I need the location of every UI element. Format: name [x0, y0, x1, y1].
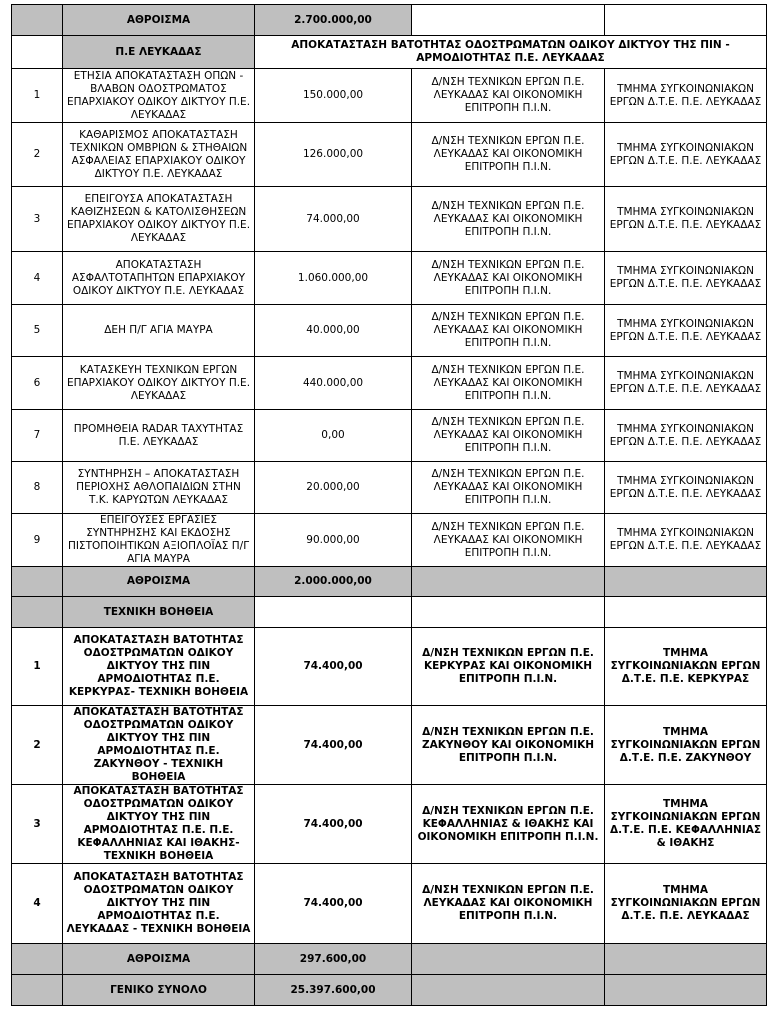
row-amount: 74.400,00 — [255, 628, 412, 706]
row-department: ΤΜΗΜΑ ΣΥΓΚΟΙΝΩΝΙΑΚΩΝ ΕΡΓΩΝ Δ.Τ.Ε. Π.Ε. ΛΕΥΚΑΔΑΣ — [605, 462, 767, 514]
row-authority: Δ/ΝΣΗ ΤΕΧΝΙΚΩΝ ΕΡΓΩΝ Π.Ε. ΚΕΡΚΥΡΑΣ ΚΑΙ ΟΙΚΟΝΟΜΙΚΗ ΕΠΙΤΡΟΠΗ Π.Ι.Ν. — [412, 628, 605, 706]
section2-sum-row — [12, 944, 767, 975]
top-sum-row — [12, 5, 767, 36]
grand-total-row — [12, 975, 767, 1006]
row-department: ΤΜΗΜΑ ΣΥΓΚΟΙΝΩΝΙΑΚΩΝ ΕΡΓΩΝ Δ.Τ.Ε. Π.Ε. ΛΕΥΚΑΔΑΣ — [605, 357, 767, 410]
row-description: ΑΠΟΚΑΤΑΣΤΑΣΗ ΑΣΦΑΛΤΟΤΑΠΗΤΩΝ ΕΠΑΡΧΙΑΚΟΥ ΟΔΙΚΟΥ ΔΙΚΤΥΟΥ Π.Ε. ΛΕΥΚΑΔΑΣ — [63, 252, 255, 305]
row-amount: 74.400,00 — [255, 785, 412, 864]
row-number: 2 — [12, 123, 63, 187]
row-department: ΤΜΗΜΑ ΣΥΓΚΟΙΝΩΝΙΑΚΩΝ ΕΡΓΩΝ Δ.Τ.Ε. Π.Ε. ΚΕΦΑΛΛΗΝΙΑΣ & ΙΘΑΚΗΣ — [605, 785, 767, 864]
sum-label: ΑΘΡΟΙΣΜΑ — [63, 567, 255, 597]
row-description: ΑΠΟΚΑΤΑΣΤΑΣΗ ΒΑΤΟΤΗΤΑΣ ΟΔΟΣΤΡΩΜΑΤΩΝ ΟΔΙΚΟΥ ΔΙΚΤΥΟΥ ΤΗΣ ΠΙΝ ΑΡΜΟΔΙΟΤΗΤΑΣ Π.Ε. ΛΕΥΚΑΔΑΣ - ΤΕΧΝΙΚΗ ΒΟΗΘΕΙΑ — [63, 864, 255, 944]
row-description: ΕΠΕΙΓΟΥΣΑ ΑΠΟΚΑΤΑΣΤΑΣΗ ΚΑΘΙΖΗΣΕΩΝ & ΚΑΤΟΛΙΣΘΗΣΕΩΝ ΕΠΑΡΧΙΑΚΟΥ ΟΔΙΚΟΥ ΔΙΚΤΥΟΥ Π.Ε. ΛΕΥΚΑΔΑΣ — [63, 187, 255, 252]
row-authority: Δ/ΝΣΗ ΤΕΧΝΙΚΩΝ ΕΡΓΩΝ Π.Ε. ΖΑΚΥΝΘΟΥ ΚΑΙ ΟΙΚΟΝΟΜΙΚΗ ΕΠΙΤΡΟΠΗ Π.Ι.Ν. — [412, 706, 605, 785]
row-department: ΤΜΗΜΑ ΣΥΓΚΟΙΝΩΝΙΑΚΩΝ ΕΡΓΩΝ Δ.Τ.Ε. Π.Ε. ΛΕΥΚΑΔΑΣ — [605, 410, 767, 462]
table-row — [12, 785, 767, 864]
budget-table — [11, 4, 767, 1006]
sum-label: ΑΘΡΟΙΣΜΑ — [63, 944, 255, 975]
row-authority: Δ/ΝΣΗ ΤΕΧΝΙΚΩΝ ΕΡΓΩΝ Π.Ε. ΛΕΥΚΑΔΑΣ ΚΑΙ ΟΙΚΟΝΟΜΙΚΗ ΕΠΙΤΡΟΠΗ Π.Ι.Ν. — [412, 514, 605, 567]
table-row — [12, 357, 767, 410]
row-number: 4 — [12, 252, 63, 305]
table-row — [12, 462, 767, 514]
section2-unit: ΤΕΧΝΙΚΗ ΒΟΗΘΕΙΑ — [63, 597, 255, 628]
table-row — [12, 187, 767, 252]
table-row — [12, 69, 767, 123]
row-number: 8 — [12, 462, 63, 514]
table-row — [12, 305, 767, 357]
section1-title: ΑΠΟΚΑΤΑΣΤΑΣΗ ΒΑΤΟΤΗΤΑΣ ΟΔΟΣΤΡΩΜΑΤΩΝ ΟΔΙΚΟΥ ΔΙΚΤΥΟΥ ΤΗΣ ΠΙΝ - ΑΡΜΟΔΙΟΤΗΤΑΣ Π.Ε. ΛΕΥΚΑΔΑΣ — [255, 36, 767, 69]
row-amount: 1.060.000,00 — [255, 252, 412, 305]
row-number: 1 — [12, 69, 63, 123]
row-number: 1 — [12, 628, 63, 706]
row-number: 4 — [12, 864, 63, 944]
row-authority: Δ/ΝΣΗ ΤΕΧΝΙΚΩΝ ΕΡΓΩΝ Π.Ε. ΛΕΥΚΑΔΑΣ ΚΑΙ ΟΙΚΟΝΟΜΙΚΗ ΕΠΙΤΡΟΠΗ Π.Ι.Ν. — [412, 357, 605, 410]
row-description: ΠΡΟΜΗΘΕΙΑ RADAR ΤΑΧΥΤΗΤΑΣ Π.Ε. ΛΕΥΚΑΔΑΣ — [63, 410, 255, 462]
row-number: 9 — [12, 514, 63, 567]
row-department: ΤΜΗΜΑ ΣΥΓΚΟΙΝΩΝΙΑΚΩΝ ΕΡΓΩΝ Δ.Τ.Ε. Π.Ε. ΖΑΚΥΝΘΟΥ — [605, 706, 767, 785]
row-amount: 74.400,00 — [255, 864, 412, 944]
row-description: ΚΑΘΑΡΙΣΜΟΣ ΑΠΟΚΑΤΑΣΤΑΣΗ ΤΕΧΝΙΚΩΝ ΟΜΒΡΙΩΝ & ΣΤΗΘΑΙΩΝ ΑΣΦΑΛΕΙΑΣ ΕΠΑΡΧΙΑΚΟΥ ΟΔΙΚΟΥ ΔΙΚΤΥΟΥ Π.Ε. ΛΕΥΚΑΔΑΣ — [63, 123, 255, 187]
section1-sum-row — [12, 567, 767, 597]
row-department: ΤΜΗΜΑ ΣΥΓΚΟΙΝΩΝΙΑΚΩΝ ΕΡΓΩΝ Δ.Τ.Ε. Π.Ε. ΛΕΥΚΑΔΑΣ — [605, 864, 767, 944]
row-number: 5 — [12, 305, 63, 357]
row-amount: 440.000,00 — [255, 357, 412, 410]
row-department: ΤΜΗΜΑ ΣΥΓΚΟΙΝΩΝΙΑΚΩΝ ΕΡΓΩΝ Δ.Τ.Ε. Π.Ε. ΚΕΡΚΥΡΑΣ — [605, 628, 767, 706]
top-sum-value: 2.700.000,00 — [255, 5, 412, 36]
row-authority: Δ/ΝΣΗ ΤΕΧΝΙΚΩΝ ΕΡΓΩΝ Π.Ε. ΛΕΥΚΑΔΑΣ ΚΑΙ ΟΙΚΟΝΟΜΙΚΗ ΕΠΙΤΡΟΠΗ Π.Ι.Ν. — [412, 123, 605, 187]
row-number: 6 — [12, 357, 63, 410]
row-department: ΤΜΗΜΑ ΣΥΓΚΟΙΝΩΝΙΑΚΩΝ ΕΡΓΩΝ Δ.Τ.Ε. Π.Ε. ΛΕΥΚΑΔΑΣ — [605, 252, 767, 305]
row-number: 3 — [12, 187, 63, 252]
row-department: ΤΜΗΜΑ ΣΥΓΚΟΙΝΩΝΙΑΚΩΝ ΕΡΓΩΝ Δ.Τ.Ε. Π.Ε. ΛΕΥΚΑΔΑΣ — [605, 187, 767, 252]
row-amount: 74.400,00 — [255, 706, 412, 785]
section1-unit: Π.Ε ΛΕΥΚΑΔΑΣ — [63, 36, 255, 69]
table-row — [12, 706, 767, 785]
sum-label: ΓΕΝΙΚΟ ΣΥΝΟΛΟ — [63, 975, 255, 1006]
row-department: ΤΜΗΜΑ ΣΥΓΚΟΙΝΩΝΙΑΚΩΝ ΕΡΓΩΝ Δ.Τ.Ε. Π.Ε. ΛΕΥΚΑΔΑΣ — [605, 305, 767, 357]
row-description: ΑΠΟΚΑΤΑΣΤΑΣΗ ΒΑΤΟΤΗΤΑΣ ΟΔΟΣΤΡΩΜΑΤΩΝ ΟΔΙΚΟΥ ΔΙΚΤΥΟΥ ΤΗΣ ΠΙΝ ΑΡΜΟΔΙΟΤΗΤΑΣ Π.Ε. Π.Ε. ΚΕΦΑΛΛΗΝΙΑΣ ΚΑΙ ΙΘΑΚΗΣ- ΤΕΧΝΙΚΗ ΒΟΗΘΕΙΑ — [63, 785, 255, 864]
row-authority: Δ/ΝΣΗ ΤΕΧΝΙΚΩΝ ΕΡΓΩΝ Π.Ε. ΛΕΥΚΑΔΑΣ ΚΑΙ ΟΙΚΟΝΟΜΙΚΗ ΕΠΙΤΡΟΠΗ Π.Ι.Ν. — [412, 252, 605, 305]
row-amount: 126.000,00 — [255, 123, 412, 187]
top-sum-label: ΑΘΡΟΙΣΜΑ — [63, 5, 255, 36]
table-row — [12, 864, 767, 944]
row-department: ΤΜΗΜΑ ΣΥΓΚΟΙΝΩΝΙΑΚΩΝ ΕΡΓΩΝ Δ.Τ.Ε. Π.Ε. ΛΕΥΚΑΔΑΣ — [605, 514, 767, 567]
row-description: ΣΥΝΤΗΡΗΣΗ – ΑΠΟΚΑΤΑΣΤΑΣΗ ΠΕΡΙΟΧΗΣ ΑΘΛΟΠΑΙΔΙΩΝ ΣΤΗΝ Τ.Κ. ΚΑΡΥΩΤΩΝ ΛΕΥΚΑΔΑΣ — [63, 462, 255, 514]
row-authority: Δ/ΝΣΗ ΤΕΧΝΙΚΩΝ ΕΡΓΩΝ Π.Ε. ΛΕΥΚΑΔΑΣ ΚΑΙ ΟΙΚΟΝΟΜΙΚΗ ΕΠΙΤΡΟΠΗ Π.Ι.Ν. — [412, 305, 605, 357]
table-row — [12, 252, 767, 305]
row-department: ΤΜΗΜΑ ΣΥΓΚΟΙΝΩΝΙΑΚΩΝ ΕΡΓΩΝ Δ.Τ.Ε. Π.Ε. ΛΕΥΚΑΔΑΣ — [605, 69, 767, 123]
row-description: ΑΠΟΚΑΤΑΣΤΑΣΗ ΒΑΤΟΤΗΤΑΣ ΟΔΟΣΤΡΩΜΑΤΩΝ ΟΔΙΚΟΥ ΔΙΚΤΥΟΥ ΤΗΣ ΠΙΝ ΑΡΜΟΔΙΟΤΗΤΑΣ Π.Ε. ΖΑΚΥΝΘΟΥ - ΤΕΧΝΙΚΗ ΒΟΗΘΕΙΑ — [63, 706, 255, 785]
row-authority: Δ/ΝΣΗ ΤΕΧΝΙΚΩΝ ΕΡΓΩΝ Π.Ε. ΛΕΥΚΑΔΑΣ ΚΑΙ ΟΙΚΟΝΟΜΙΚΗ ΕΠΙΤΡΟΠΗ Π.Ι.Ν. — [412, 410, 605, 462]
row-number: 7 — [12, 410, 63, 462]
row-amount: 150.000,00 — [255, 69, 412, 123]
row-description: ΑΠΟΚΑΤΑΣΤΑΣΗ ΒΑΤΟΤΗΤΑΣ ΟΔΟΣΤΡΩΜΑΤΩΝ ΟΔΙΚΟΥ ΔΙΚΤΥΟΥ ΤΗΣ ΠΙΝ ΑΡΜΟΔΙΟΤΗΤΑΣ Π.Ε. ΚΕΡΚΥΡΑΣ- ΤΕΧΝΙΚΗ ΒΟΗΘΕΙΑ — [63, 628, 255, 706]
sum-value: 25.397.600,00 — [255, 975, 412, 1006]
row-description: ΕΠΕΙΓΟΥΣΕΣ ΕΡΓΑΣΙΕΣ ΣΥΝΤΗΡΗΣΗΣ ΚΑΙ ΕΚΔΟΣΗΣ ΠΙΣΤΟΠΟΙΗΤΙΚΩΝ ΑΞΙΟΠΛΟΪΑΣ Π/Γ ΑΓΙΑ ΜΑΥΡΑ — [63, 514, 255, 567]
table-row — [12, 410, 767, 462]
row-number: 3 — [12, 785, 63, 864]
row-amount: 20.000,00 — [255, 462, 412, 514]
row-amount: 90.000,00 — [255, 514, 412, 567]
table-row — [12, 628, 767, 706]
table-row — [12, 514, 767, 567]
row-number: 2 — [12, 706, 63, 785]
row-authority: Δ/ΝΣΗ ΤΕΧΝΙΚΩΝ ΕΡΓΩΝ Π.Ε. ΛΕΥΚΑΔΑΣ ΚΑΙ ΟΙΚΟΝΟΜΙΚΗ ΕΠΙΤΡΟΠΗ Π.Ι.Ν. — [412, 864, 605, 944]
row-authority: Δ/ΝΣΗ ΤΕΧΝΙΚΩΝ ΕΡΓΩΝ Π.Ε. ΚΕΦΑΛΛΗΝΙΑΣ & ΙΘΑΚΗΣ ΚΑΙ ΟΙΚΟΝΟΜΙΚΗ ΕΠΙΤΡΟΠΗ Π.Ι.Ν. — [412, 785, 605, 864]
row-amount: 74.000,00 — [255, 187, 412, 252]
section1-header-row — [12, 36, 767, 69]
row-description: ΕΤΗΣΙΑ ΑΠΟΚΑΤΑΣΤΑΣΗ ΟΠΩΝ - ΒΛΑΒΩΝ ΟΔΟΣΤΡΩΜΑΤΟΣ ΕΠΑΡΧΙΑΚΟΥ ΟΔΙΚΟΥ ΔΙΚΤΥΟΥ Π.Ε. ΛΕΥΚΑΔΑΣ — [63, 69, 255, 123]
row-amount: 0,00 — [255, 410, 412, 462]
row-authority: Δ/ΝΣΗ ΤΕΧΝΙΚΩΝ ΕΡΓΩΝ Π.Ε. ΛΕΥΚΑΔΑΣ ΚΑΙ ΟΙΚΟΝΟΜΙΚΗ ΕΠΙΤΡΟΠΗ Π.Ι.Ν. — [412, 69, 605, 123]
table-row — [12, 123, 767, 187]
row-department: ΤΜΗΜΑ ΣΥΓΚΟΙΝΩΝΙΑΚΩΝ ΕΡΓΩΝ Δ.Τ.Ε. Π.Ε. ΛΕΥΚΑΔΑΣ — [605, 123, 767, 187]
row-description: ΔΕΗ Π/Γ ΑΓΙΑ ΜΑΥΡΑ — [63, 305, 255, 357]
row-amount: 40.000,00 — [255, 305, 412, 357]
sum-value: 297.600,00 — [255, 944, 412, 975]
row-description: ΚΑΤΑΣΚΕΥΗ ΤΕΧΝΙΚΩΝ ΕΡΓΩΝ ΕΠΑΡΧΙΑΚΟΥ ΟΔΙΚΟΥ ΔΙΚΤΥΟΥ Π.Ε. ΛΕΥΚΑΔΑΣ — [63, 357, 255, 410]
section2-header-row — [12, 597, 767, 628]
row-authority: Δ/ΝΣΗ ΤΕΧΝΙΚΩΝ ΕΡΓΩΝ Π.Ε. ΛΕΥΚΑΔΑΣ ΚΑΙ ΟΙΚΟΝΟΜΙΚΗ ΕΠΙΤΡΟΠΗ Π.Ι.Ν. — [412, 187, 605, 252]
sum-value: 2.000.000,00 — [255, 567, 412, 597]
row-authority: Δ/ΝΣΗ ΤΕΧΝΙΚΩΝ ΕΡΓΩΝ Π.Ε. ΛΕΥΚΑΔΑΣ ΚΑΙ ΟΙΚΟΝΟΜΙΚΗ ΕΠΙΤΡΟΠΗ Π.Ι.Ν. — [412, 462, 605, 514]
